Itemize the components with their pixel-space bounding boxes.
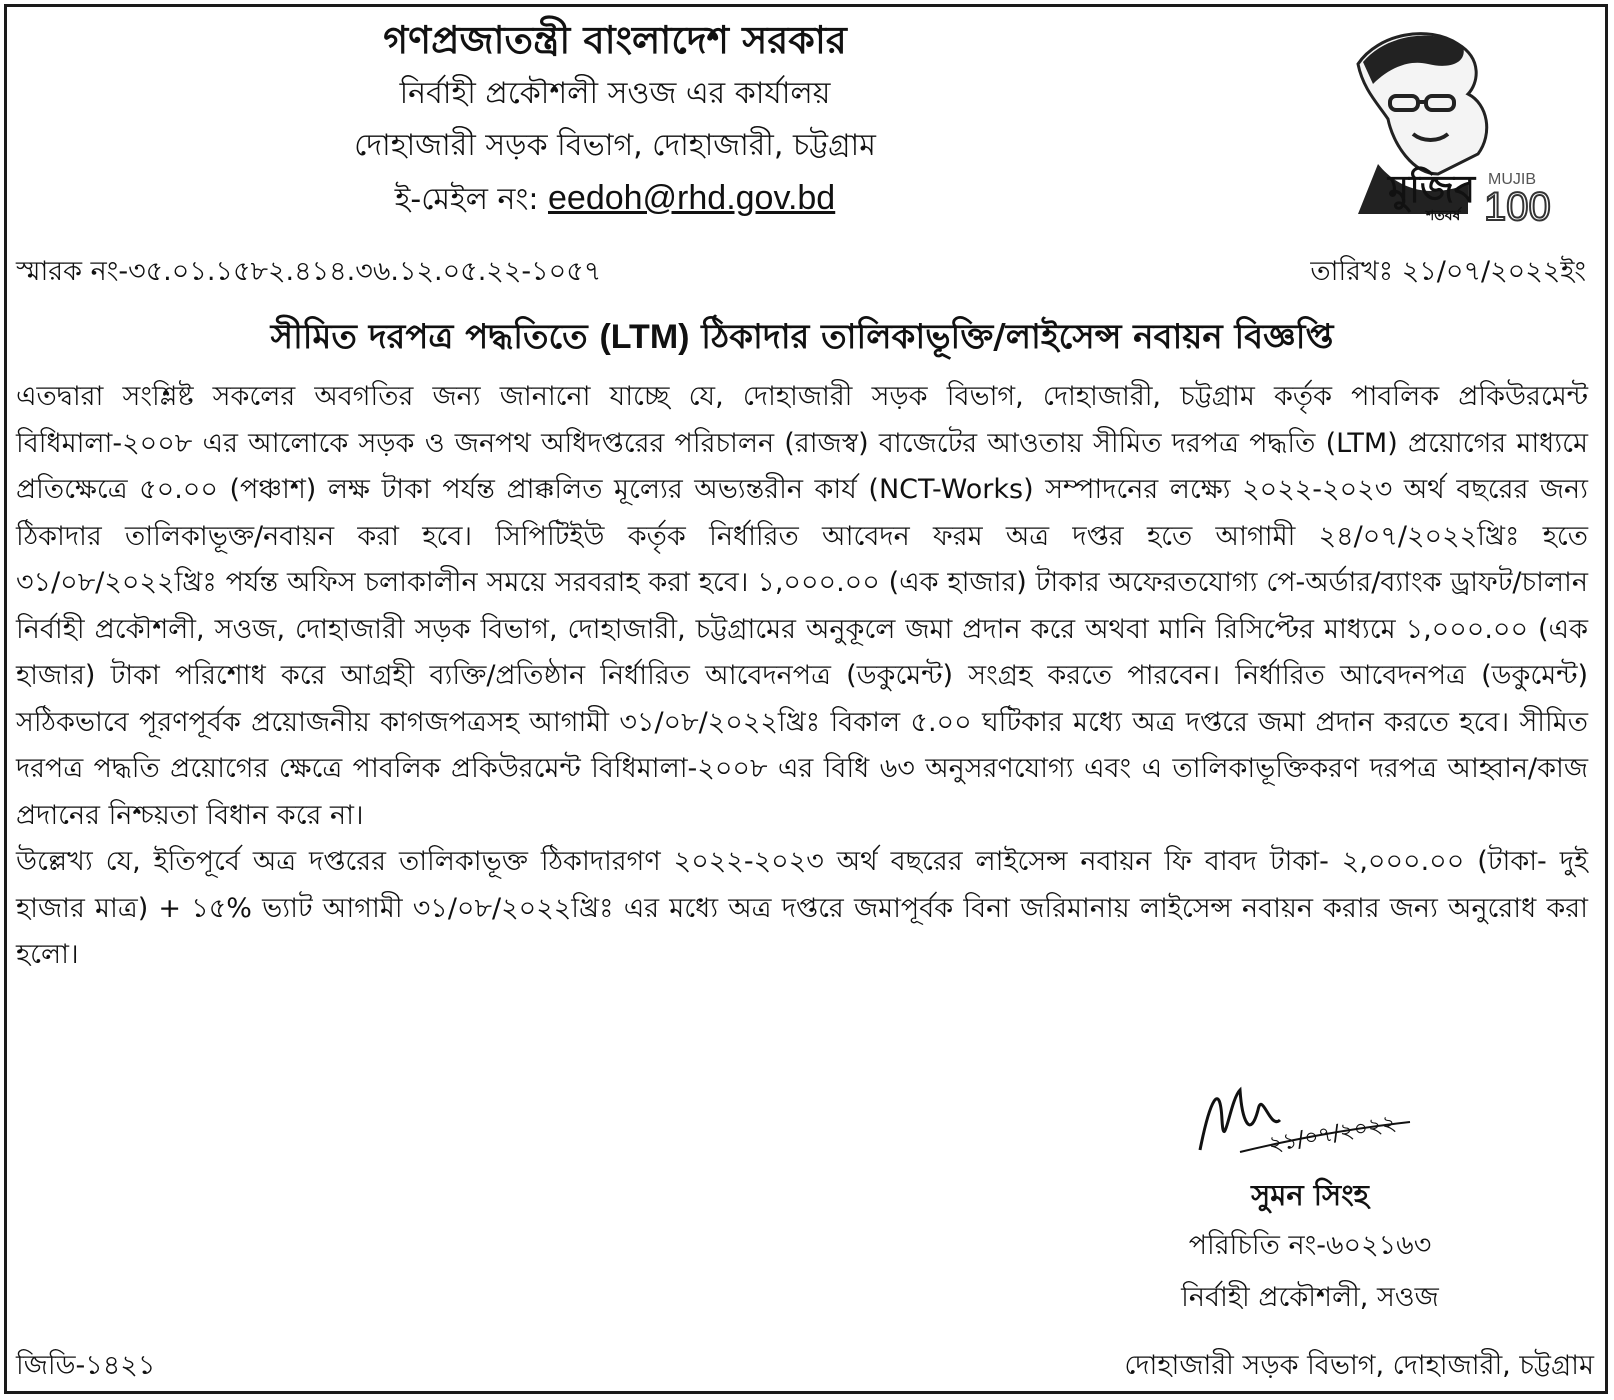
body-paragraph-1: এতদ্বারা সংশ্লিষ্ট সকলের অবগতির জন্য জানানো যাচ্ছে যে, দোহাজারী সড়ক বিভাগ, দোহাজারী, চট্টগ্রাম কর্তৃক পাবলিক প্রকিউরমেন্ট বিধিমালা-২০০৮ এর আলোকে সড়ক ও জনপথ অধিদপ্তরের পরিচালন (রাজস্ব) বাজেটের আওতায় সীমিত দরপত্র পদ্ধতি (LTM) প্রয়োগের মাধ্যমে প্রতিক্ষেত্রে ৫০.০০ (পঞ্চাশ) লক্ষ টাকা পর্যন্ত প্রাক্কলিত মূল্যের অভ্যন্তরীন কার্য (NCT-Works) সম্পাদনের লক্ষ্যে ২০২২-২০২৩ অর্থ বছরের জন্য ঠিকাদার তালিকাভূক্ত/নবায়ন করা হবে। সিপিটিইউ কর্তৃক নির্ধারিত আবেদন ফরম অত্র দপ্তর হতে আগামী ২৪/০৭/২০২২খ্রিঃ হতে ৩১/০৮/২০২২খ্রিঃ পর্যন্ত অফিস চলাকালীন সময়ে সরবরাহ করা হবে। ১,০০০.০০ (এক হাজার) টাকার অফেরতযোগ্য পে-অর্ডার/ব্যাংক ড্রাফট/চালান নির্বাহী প্রকৌশলী, সওজ, দোহাজারী সড়ক বিভাগ, দোহাজারী, চট্টগ্রামের অনুকূলে জমা প্রদান করে অথবা মানি রিসিপ্টের মাধ্যমে ১,০০০.০০ (এক হাজার) টাকা পরিশোধ করে আগ্রহী ব্যক্তি/প্রতিষ্ঠান নির্ধারিত আবেদনপত্র (ডকুমেন্ট) সংগ্রহ করতে পারবেন। নির্ধারিত আবেদনপত্র (ডকুমেন্ট) সঠিকভাবে পূরণপূর্বক প্রয়োজনীয় কাগজপত্রসহ আগামী ৩১/০৮/২০২২খ্রিঃ বিকাল ৫.০০ ঘটিকার মধ্যে অত্র দপ্তরে জমা প্রদান করতে হবে। সীমিত দরপত্র পদ্ধতি প্রয়োগের ক্ষেত্রে পাবলিক প্রকিউরমেন্ট বিধিমালা-২০০৮ এর বিধি ৬৩ অনুসরণযোগ্য এবং এ তালিকাভূক্তিকরণ দরপত্র আহ্বান/কাজ প্রদানের নিশ্চয়তা বিধান করে না।: [16, 381, 1588, 831]
memo-date: তারিখঃ ২১/০৭/২০২২ইং: [1310, 256, 1586, 287]
logo-text-mujib: MUJIB: [1488, 171, 1536, 188]
office-name: নির্বাহী প্রকৌশলী সওজ এর কার্যালয়: [399, 76, 831, 111]
logo-text-main: মুজিব: [1388, 167, 1476, 211]
email-label: ই-মেইল নং:: [394, 182, 548, 217]
division-address: দোহাজারী সড়ক বিভাগ, দোহাজারী, চট্টগ্রাম: [354, 128, 876, 163]
title-part-1: সীমিত দরপত্র পদ্ধতিতে: [270, 317, 600, 357]
body-paragraph-2: উল্লেখ্য যে, ইতিপূর্বে অত্র দপ্তরের তালিকাভূক্ত ঠিকাদারগণ ২০২২-২০২৩ অর্থ বছরের লাইসেন্স নবায়ন ফি বাবদ টাকা- ২,০০০.০০ (টাকা- দুই হাজার মাত্র) + ১৫% ভ্যাট আগামী ৩১/০৮/২০২২খ্রিঃ এর মধ্যে অত্র দপ্তরে জমাপূর্বক বিনা জরিমানায় লাইসেন্স নবায়ন করার জন্য অনুরোধ করা হলো।: [16, 846, 1588, 970]
logo-text-100: 100: [1484, 185, 1551, 224]
email-line: [0, 172, 1230, 226]
logo-text-sub: শতবর্ষ: [1426, 208, 1461, 224]
letterhead: [0, 8, 1230, 226]
notice-body: [16, 374, 1588, 979]
signature-block: [1030, 1060, 1590, 1324]
gd-number: জিডি-১৪২১: [16, 1350, 156, 1381]
signatory-name: সুমন সিংহ: [1251, 1178, 1369, 1212]
mujib-100-logo: [1318, 24, 1578, 224]
government-name: গণপ্রজাতন্ত্রী বাংলাদেশ সরকার: [383, 18, 847, 62]
signatory-id: পরিচিতি নং-৬০২১৬৩: [1188, 1230, 1432, 1261]
memo-row: [16, 250, 1586, 294]
signatory-office: দোহাজারী সড়ক বিভাগ, দোহাজারী, চট্টগ্রাম: [1124, 1350, 1594, 1381]
email-link[interactable]: eedoh@rhd.gov.bd: [548, 179, 836, 217]
title-part-2: (LTM): [599, 318, 690, 356]
memo-number: স্মারক নং-৩৫.০১.১৫৮২.৪১৪.৩৬.১২.০৫.২২-১০৫৭: [16, 256, 602, 287]
notice-title: [0, 310, 1604, 364]
signature-image: [1180, 1060, 1440, 1170]
title-part-3: ঠিকাদার তালিকাভূক্তি/লাইসেন্স নবায়ন বিজ্ঞপ্তি: [689, 317, 1334, 357]
signature-date: ২১/০৭/২০২২: [1266, 1110, 1399, 1158]
signatory-designation: নির্বাহী প্রকৌশলী, সওজ: [1181, 1282, 1439, 1313]
